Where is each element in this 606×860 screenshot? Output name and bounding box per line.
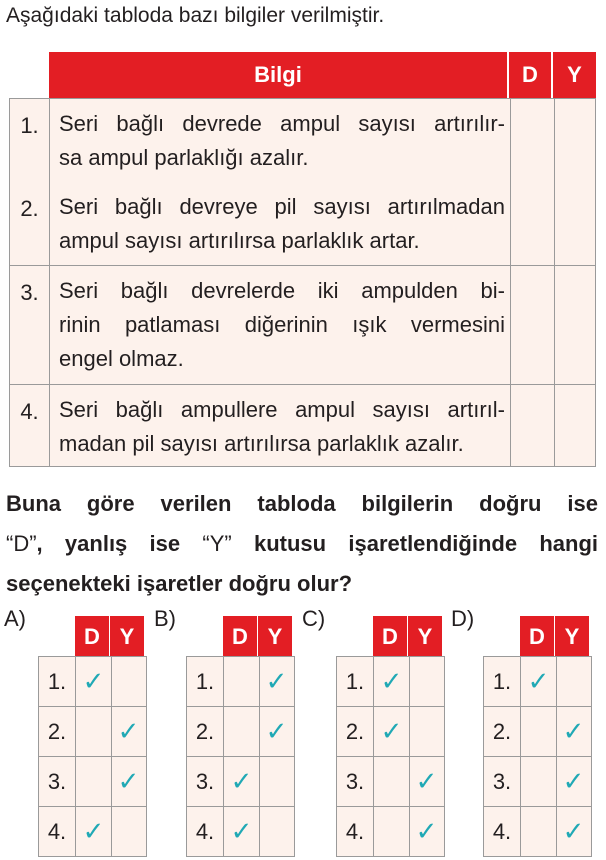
row-text-line: Seri bağlı devrelerde iki ampulden bi- — [59, 278, 505, 303]
row-text-line: ampul sayısı artırılırsa parlaklık artar. — [59, 228, 420, 253]
quote-d: “D” — [6, 531, 37, 556]
check-icon: ✓ — [562, 716, 585, 746]
row-text — [59, 182, 505, 258]
check-icon: ✓ — [117, 716, 140, 746]
option-letter: A) — [4, 606, 26, 631]
check-icon: ✓ — [76, 807, 112, 856]
check-icon: ✓ — [374, 707, 410, 756]
check-icon: ✓ — [76, 657, 112, 706]
question-text — [6, 484, 598, 604]
row-text-line: rinin patlaması diğerinin ışık vermesini — [59, 312, 505, 337]
option-d[interactable] — [451, 604, 591, 854]
option-letter: B) — [154, 606, 176, 631]
answer-cell-d[interactable] — [510, 99, 555, 182]
row-number: 1. — [10, 99, 50, 182]
header-bilgi: Bilgi — [49, 52, 507, 98]
question-line — [6, 524, 598, 564]
mini-row — [187, 756, 294, 806]
check-icon — [224, 657, 260, 706]
check-icon — [259, 757, 294, 806]
mini-row-number: 1. — [484, 657, 521, 706]
check-icon — [521, 707, 557, 756]
mini-row-number: 1. — [39, 657, 76, 706]
mini-row — [337, 706, 444, 756]
check-icon: ✓ — [374, 657, 410, 706]
check-icon — [374, 807, 410, 856]
table-row — [9, 266, 596, 385]
mini-row-number: 4. — [484, 807, 521, 856]
check-icon — [556, 657, 591, 706]
mini-row-number: 3. — [337, 757, 374, 806]
check-icon — [111, 657, 146, 706]
mini-row — [39, 657, 146, 706]
mini-header-y: Y — [258, 616, 292, 658]
header-y: Y — [553, 52, 596, 98]
check-icon — [409, 657, 444, 706]
mini-table — [336, 656, 445, 857]
mini-row — [337, 756, 444, 806]
row-text-line: Seri bağlı devreye pil sayısı artırılmadan — [59, 194, 505, 219]
mini-row — [484, 706, 591, 756]
option-letter: D) — [451, 606, 475, 631]
check-icon — [521, 757, 557, 806]
mini-row — [187, 706, 294, 756]
mini-row — [337, 657, 444, 706]
mini-table — [483, 656, 592, 857]
mini-header-y: Y — [555, 616, 589, 658]
answer-cell-d[interactable] — [510, 385, 555, 466]
row-text-line: engel olmaz. — [59, 346, 184, 371]
check-icon: ✓ — [415, 766, 438, 796]
row-text-line: Seri bağlı devrede ampul sayısı artırılır- — [59, 111, 505, 136]
mini-row-number: 4. — [39, 807, 76, 856]
header-d: D — [509, 52, 551, 98]
option-b[interactable] — [154, 604, 294, 854]
check-icon — [374, 757, 410, 806]
mini-header-d: D — [75, 616, 109, 658]
mini-row-number: 2. — [39, 707, 76, 756]
check-icon — [224, 707, 260, 756]
row-text — [59, 385, 505, 461]
mini-header-y: Y — [408, 616, 442, 658]
mini-table — [186, 656, 295, 857]
table-row — [9, 98, 596, 183]
mini-row-number: 2. — [187, 707, 224, 756]
check-icon: ✓ — [265, 716, 288, 746]
table-row — [9, 182, 596, 266]
check-icon: ✓ — [562, 816, 585, 846]
check-icon: ✓ — [521, 657, 557, 706]
check-icon: ✓ — [224, 757, 260, 806]
option-c[interactable] — [302, 604, 442, 854]
row-number: 3. — [10, 266, 50, 384]
check-icon — [521, 807, 557, 856]
mini-row — [39, 706, 146, 756]
question-bold: kutusu işaretlendiğinde hangi — [231, 531, 598, 556]
mini-row — [337, 806, 444, 856]
option-a[interactable] — [4, 604, 144, 854]
row-text-line: Seri bağlı ampullere ampul sayısı artırıl- — [59, 397, 505, 422]
check-icon: ✓ — [415, 816, 438, 846]
check-icon: ✓ — [224, 807, 260, 856]
mini-row — [484, 806, 591, 856]
check-icon — [76, 707, 112, 756]
mini-header-d: D — [520, 616, 554, 658]
mini-row-number: 1. — [187, 657, 224, 706]
question-bold: , yanlış ise — [36, 531, 203, 556]
row-number: 2. — [10, 182, 50, 265]
table-row — [9, 385, 596, 467]
mini-row — [484, 756, 591, 806]
mini-row-number: 3. — [39, 757, 76, 806]
mini-row — [187, 806, 294, 856]
row-text — [59, 99, 505, 175]
question-line: seçenekteki işaretler doğru olur? — [6, 571, 353, 596]
option-letter: C) — [302, 606, 326, 631]
mini-row — [39, 806, 146, 856]
question-line: Buna göre verilen tabloda bilgilerin doğru ise — [6, 491, 598, 516]
row-text-line: madan pil sayısı artırılırsa parlaklık azalır. — [59, 431, 464, 456]
mini-row-number: 3. — [484, 757, 521, 806]
mini-row-number: 2. — [337, 707, 374, 756]
mini-row-number: 4. — [337, 807, 374, 856]
answer-cell-d[interactable] — [510, 266, 555, 384]
check-icon: ✓ — [117, 766, 140, 796]
check-icon — [111, 807, 146, 856]
mini-row-number: 1. — [337, 657, 374, 706]
check-icon — [409, 707, 444, 756]
intro-text: Aşağıdaki tabloda bazı bilgiler verilmiştir. — [6, 4, 385, 27]
mini-row — [187, 657, 294, 706]
mini-row — [39, 756, 146, 806]
mini-header-d: D — [223, 616, 257, 658]
check-icon: ✓ — [562, 766, 585, 796]
mini-row-number: 3. — [187, 757, 224, 806]
check-icon — [259, 807, 294, 856]
answer-cell-d[interactable] — [510, 182, 555, 265]
quote-y: “Y” — [202, 531, 232, 556]
mini-header-y: Y — [110, 616, 144, 658]
row-text-line: sa ampul parlaklığı azalır. — [59, 145, 309, 170]
check-icon — [76, 757, 112, 806]
mini-row-number: 2. — [484, 707, 521, 756]
row-number: 4. — [10, 385, 50, 466]
check-icon: ✓ — [265, 666, 288, 696]
row-text — [59, 266, 505, 376]
mini-row-number: 4. — [187, 807, 224, 856]
mini-header-d: D — [373, 616, 407, 658]
mini-row — [484, 657, 591, 706]
mini-table — [38, 656, 147, 857]
